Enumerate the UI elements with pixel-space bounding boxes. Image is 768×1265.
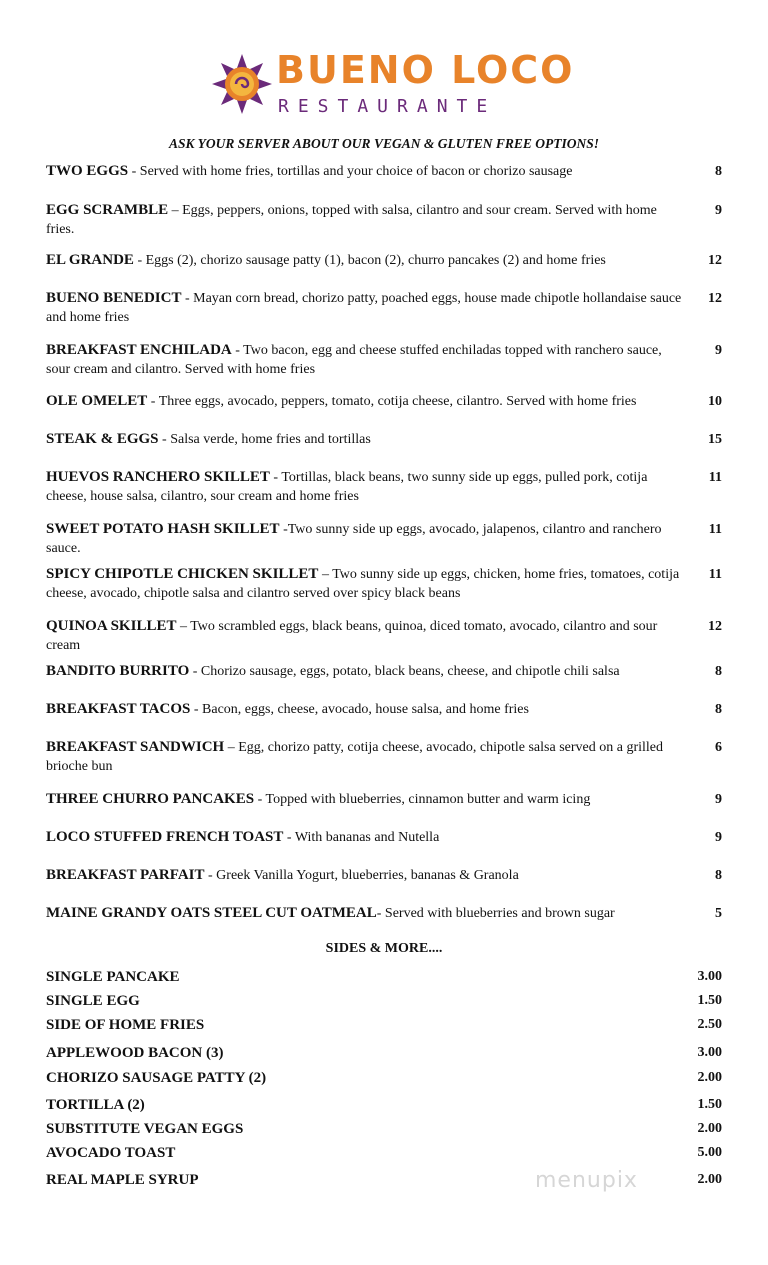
side-item-name: SINGLE PANCAKE <box>46 969 180 985</box>
menu-item-name: THREE CHURRO PANCAKES <box>46 791 255 807</box>
menu-item-separator: - <box>147 394 159 409</box>
side-item-name: TORTILLA (2) <box>46 1097 145 1113</box>
side-item <box>46 1143 722 1163</box>
menu-item <box>46 828 726 847</box>
menu-item-name: BREAKFAST TACOS <box>46 701 191 717</box>
menu-item-price: 12 <box>708 619 722 634</box>
menu-item-separator: - <box>158 432 171 447</box>
menu-item <box>46 289 726 327</box>
menu-item-price: 12 <box>708 291 722 306</box>
side-item-price: 2.50 <box>697 1017 722 1032</box>
menu-item-name: BANDITO BURRITO <box>46 663 190 679</box>
menu-item-price: 8 <box>715 702 722 717</box>
menu-item-description: Served with blueberries and brown sugar <box>384 906 615 921</box>
menu-item-description: Salsa verde, home fries and tortillas <box>170 432 371 447</box>
menu-item-description: Two bacon, egg and cheese stuffed enchiladas topped with ranchero sauce, sour cream and cilantro. Served with home fries <box>46 343 662 377</box>
menu-item-description: Two scrambled eggs, black beans, quinoa, diced tomato, avocado, cilantro and sour cream <box>46 619 658 653</box>
menu-item-price: 9 <box>715 203 722 218</box>
side-item-price: 2.00 <box>697 1070 722 1085</box>
menu-item-separator: – <box>224 740 239 755</box>
menu-item-price: 6 <box>715 740 722 755</box>
side-item-price: 1.50 <box>697 1097 722 1112</box>
menu-item-separator: - <box>269 470 282 485</box>
watermark: menupix <box>535 1168 638 1193</box>
menu-item-description: With bananas and Nutella <box>294 830 440 845</box>
side-item-price: 5.00 <box>697 1145 722 1160</box>
menu-item-separator: – <box>176 619 191 634</box>
side-item <box>46 1068 722 1088</box>
menu-item-description: Three eggs, avocado, peppers, tomato, cotija cheese, cilantro. Served with home fries <box>158 394 637 409</box>
menu-item-description: Tortillas, black beans, two sunny side up eggs, pulled pork, cotija cheese, house salsa, cilantro, sour cream and home fries <box>46 470 648 504</box>
menu-item <box>46 565 726 603</box>
menu-item-price: 9 <box>715 343 722 358</box>
menu-item-name: SWEET POTATO HASH SKILLET <box>46 521 280 537</box>
side-item-price: 3.00 <box>697 1045 722 1060</box>
menu-item <box>46 251 726 270</box>
sun-icon <box>212 52 272 116</box>
side-item-price: 1.50 <box>697 993 722 1008</box>
menu-item-separator: - <box>128 164 140 179</box>
logo-name: BUENO LOCO <box>276 48 575 92</box>
menu-item-description: Two sunny side up eggs, chicken, home fries, tomatoes, cotija cheese, avocado, chipotle salsa and cilantro served over spicy black beans <box>46 567 680 601</box>
menu-item <box>46 468 726 506</box>
menu-item-name: TWO EGGS <box>46 163 129 179</box>
menu-item-separator: - <box>376 906 385 921</box>
menu-item-description: Two sunny side up eggs, avocado, jalapenos, cilantro and ranchero sauce. <box>46 522 662 556</box>
menu-item-description: Egg, chorizo patty, cotija cheese, avocado, chipotle salsa served on a grilled brioche bun <box>46 740 663 774</box>
side-item <box>46 1043 722 1063</box>
menu-item <box>46 904 726 923</box>
menu-item-description: Mayan corn bread, chorizo patty, poached eggs, house made chipotle hollandaise sauce and home fries <box>46 291 682 325</box>
logo-subtitle: RESTAURANTE <box>278 96 497 117</box>
menu-item-name: OLE OMELET <box>46 393 148 409</box>
menu-item-name: BREAKFAST ENCHILADA <box>46 342 232 358</box>
side-item <box>46 1095 722 1115</box>
side-item-price: 2.00 <box>697 1121 722 1136</box>
menu-item-price: 8 <box>715 868 722 883</box>
side-item-price: 3.00 <box>697 969 722 984</box>
menu-item-description: Served with home fries, tortillas and your choice of bacon or chorizo sausage <box>139 164 573 179</box>
menu-item-separator: – <box>318 567 333 582</box>
menu-item-separator: - <box>181 291 194 306</box>
menu-item-price: 10 <box>708 394 722 409</box>
menu-item-description: Eggs, peppers, onions, topped with salsa, cilantro and sour cream. Served with home fries. <box>46 203 657 237</box>
menu-item-price: 12 <box>708 253 722 268</box>
menu-item-price: 15 <box>708 432 722 447</box>
menu-item-separator: - <box>189 664 201 679</box>
menu-item <box>46 700 726 719</box>
side-item-name: AVOCADO TOAST <box>46 1145 176 1161</box>
side-item <box>46 1119 722 1139</box>
menu-item <box>46 790 726 809</box>
menu-item <box>46 430 726 449</box>
menu-item-name: EL GRANDE <box>46 252 134 268</box>
menu-item-price: 9 <box>715 792 722 807</box>
menu-item-name: BREAKFAST PARFAIT <box>46 867 205 883</box>
menu-item-name: HUEVOS RANCHERO SKILLET <box>46 469 270 485</box>
menu-item-price: 8 <box>715 164 722 179</box>
menu-item-separator: - <box>254 792 266 807</box>
restaurant-logo <box>212 48 575 122</box>
menu-item-price: 8 <box>715 664 722 679</box>
menu-item-price: 11 <box>708 470 722 485</box>
menu-item-separator: - <box>133 253 146 268</box>
side-item-price: 2.00 <box>697 1172 722 1187</box>
menu-item-name: BREAKFAST SANDWICH <box>46 739 225 755</box>
menu-item <box>46 738 726 776</box>
menu-item-separator: - <box>283 830 295 845</box>
side-item-name: REAL MAPLE SYRUP <box>46 1172 199 1188</box>
menu-item-price: 9 <box>715 830 722 845</box>
menu-item-separator: - <box>190 702 203 717</box>
menu-item <box>46 201 726 239</box>
dietary-notice: ASK YOUR SERVER ABOUT OUR VEGAN & GLUTEN FREE OPTIONS! <box>169 136 599 151</box>
menu-item-price: 11 <box>708 567 722 582</box>
side-item-name: SIDE OF HOME FRIES <box>46 1017 205 1033</box>
menu-item-separator: - <box>279 522 288 537</box>
menu-item-name: LOCO STUFFED FRENCH TOAST <box>46 829 284 845</box>
sides-heading: SIDES & MORE.... <box>325 941 443 956</box>
menu-item-name: STEAK & EGGS <box>46 431 159 447</box>
side-item-name: SINGLE EGG <box>46 993 140 1009</box>
side-item <box>46 967 722 987</box>
menu-item <box>46 662 726 681</box>
menu-item-description: Bacon, eggs, cheese, avocado, house salsa, and home fries <box>202 702 529 717</box>
side-item-name: CHORIZO SAUSAGE PATTY (2) <box>46 1070 267 1086</box>
menu-item-name: EGG SCRAMBLE <box>46 202 169 218</box>
side-item-name: APPLEWOOD BACON (3) <box>46 1045 224 1061</box>
side-item <box>46 991 722 1011</box>
menu-item-name: QUINOA SKILLET <box>46 618 177 634</box>
menu-item-description: Greek Vanilla Yogurt, blueberries, bananas & Granola <box>216 868 519 883</box>
menu-item <box>46 162 726 181</box>
menu-item-name: SPICY CHIPOTLE CHICKEN SKILLET <box>46 566 319 582</box>
menu-item-separator: - <box>204 868 217 883</box>
menu-item <box>46 866 726 885</box>
menu-item <box>46 520 726 558</box>
side-item-name: SUBSTITUTE VEGAN EGGS <box>46 1121 244 1137</box>
side-item <box>46 1015 722 1035</box>
menu-item <box>46 392 726 411</box>
menu-item <box>46 341 726 379</box>
menu-item-separator: – <box>168 203 183 218</box>
menu-item-description: Chorizo sausage, eggs, potato, black beans, cheese, and chipotle chili salsa <box>200 664 620 679</box>
menu-item-price: 11 <box>708 522 722 537</box>
menu-item-separator: - <box>231 343 244 358</box>
menu-item-name: MAINE GRANDY OATS STEEL CUT OATMEAL <box>46 905 377 921</box>
menu-item-description: Eggs (2), chorizo sausage patty (1), bacon (2), churro pancakes (2) and home fries <box>145 253 606 268</box>
menu-item <box>46 617 726 655</box>
menu-item-price: 5 <box>715 906 722 921</box>
menu-item-description: Topped with blueberries, cinnamon butter and warm icing <box>265 792 591 807</box>
menu-item-name: BUENO BENEDICT <box>46 290 182 306</box>
